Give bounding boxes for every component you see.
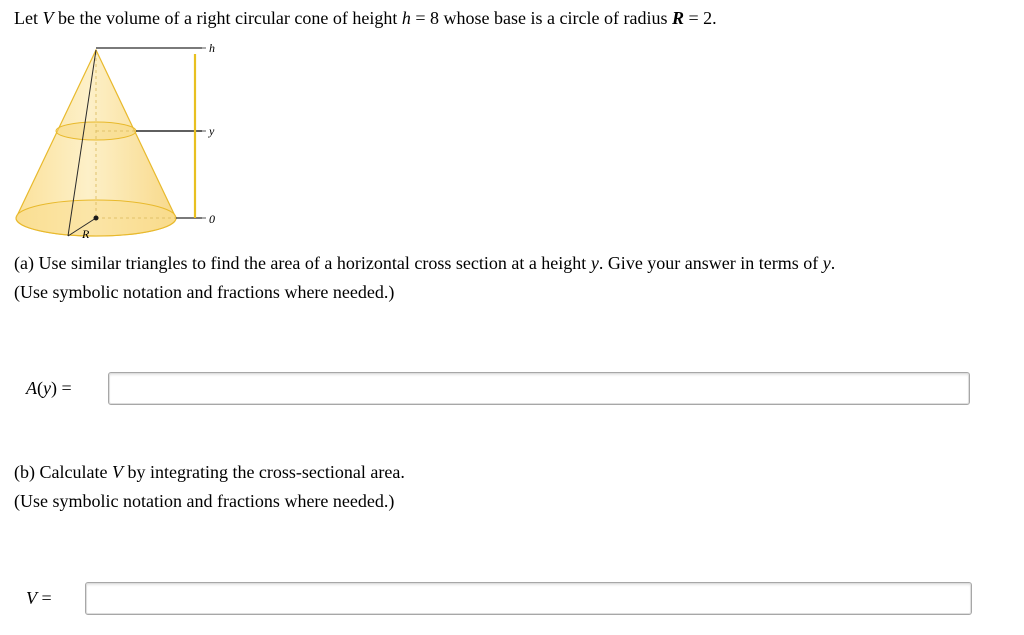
label-y: y	[209, 124, 215, 138]
label-a-fn: A	[26, 378, 37, 398]
problem-statement	[14, 8, 717, 29]
part-a-instruction: (Use symbolic notation and fractions where needed.)	[14, 282, 395, 302]
intro-var-v: V	[42, 8, 54, 28]
intro-var-h: h	[401, 8, 411, 28]
label-h: h	[209, 41, 215, 55]
part-b-text-2: by integrating the cross-sectional area.	[122, 462, 405, 482]
label-a-close: ) =	[51, 378, 72, 398]
part-b-text-1: (b) Calculate	[14, 462, 112, 482]
part-a-var-y: y	[590, 253, 599, 273]
label-b-var: V	[26, 588, 37, 608]
answer-b-label	[26, 588, 52, 609]
intro-var-r: R	[671, 8, 684, 28]
part-a-question	[14, 253, 835, 274]
cone-figure	[12, 38, 242, 248]
part-a-var-y2: y	[822, 253, 831, 273]
intro-text-1: Let	[14, 8, 43, 28]
part-b-question	[14, 462, 405, 483]
label-r: R	[82, 227, 90, 241]
part-a-text-1: (a) Use similar triangles to find the area of a horizontal cross section at a height	[14, 253, 591, 273]
intro-text-4: = 2.	[683, 8, 717, 28]
part-a-text-2: . Give your answer in terms of	[598, 253, 823, 273]
part-b-instruction: (Use symbolic notation and fractions where needed.)	[14, 491, 395, 511]
label-b-eq: =	[37, 588, 52, 608]
base-center-dot	[94, 216, 99, 221]
label-a-open: (	[37, 378, 43, 398]
intro-text-2: be the volume of a right circular cone of height	[53, 8, 402, 28]
part-b-var-v: V	[111, 462, 123, 482]
intro-text-3: = 8 whose base is a circle of radius	[410, 8, 672, 28]
label-zero: 0	[209, 212, 215, 226]
answer-a-input[interactable]	[108, 372, 970, 405]
label-a-var: y	[43, 378, 51, 398]
answer-a-label	[26, 378, 72, 399]
part-a-text-3: .	[830, 253, 836, 273]
answer-b-input[interactable]	[85, 582, 972, 615]
